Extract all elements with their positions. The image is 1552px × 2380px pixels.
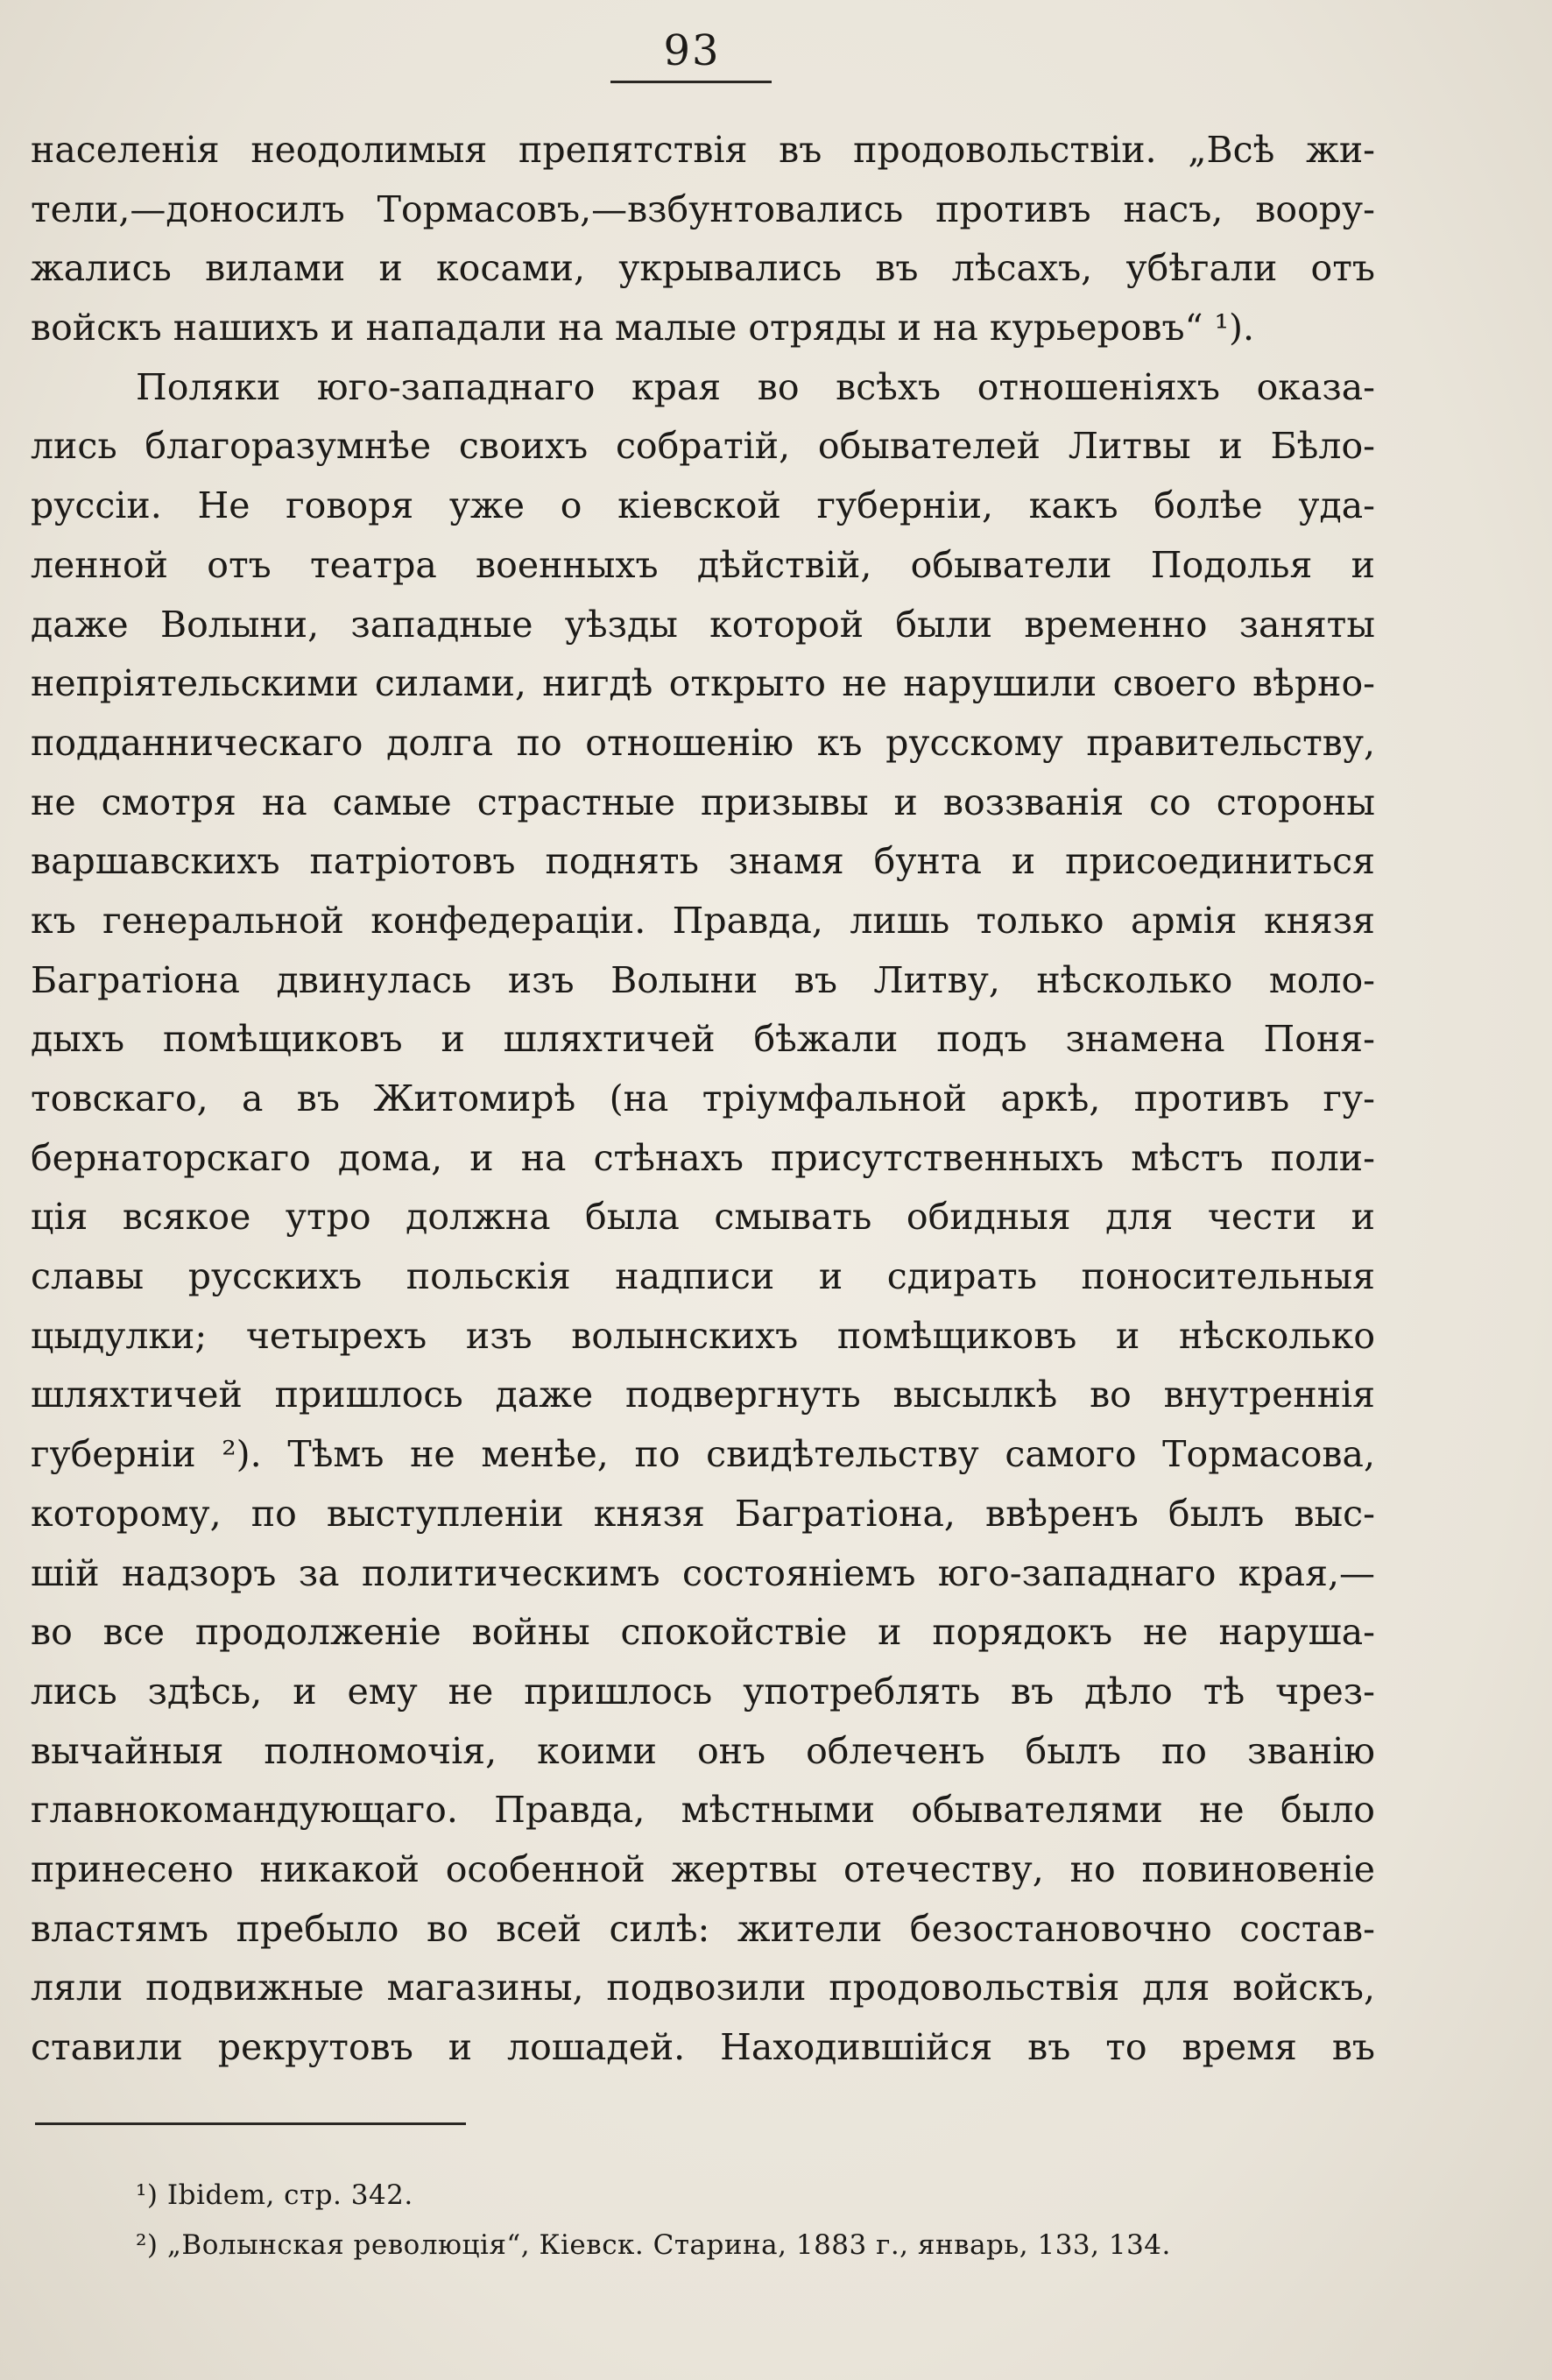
text-line: дыхъ помѣщиковъ и шляхтичей бѣжали подъ знамена Поня- — [31, 1018, 1375, 1061]
body-text — [31, 121, 1375, 2078]
text-line: славы русскихъ польскія надписи и сдирать поносительныя — [31, 1255, 1375, 1298]
text-line: лись благоразумнѣе своихъ собратій, обывателей Литвы и Бѣло- — [31, 425, 1375, 468]
text-line: жались вилами и косами, укрывались въ лѣсахъ, убѣгали отъ — [31, 247, 1375, 290]
text-line: непріятельскими силами, нигдѣ открыто не нарушили своего вѣрно- — [31, 662, 1375, 705]
text-line: принесено никакой особенной жертвы отечеству, но повиновеніе — [31, 1847, 1375, 1890]
text-line: цыдулки; четырехъ изъ волынскихъ помѣщиковъ и нѣсколько — [31, 1314, 1375, 1357]
text-line: тели,—доносилъ Тормасовъ,—взбунтовались противъ насъ, воору- — [31, 187, 1375, 230]
text-line: Багратіона двинулась изъ Волыни въ Литву, нѣсколько моло- — [31, 958, 1375, 1001]
text-line: руссіи. Не говоря уже о кіевской губерніи, какъ болѣе уда- — [31, 484, 1375, 527]
text-line: вычайныя полномочія, коими онъ облеченъ былъ по званію — [31, 1729, 1375, 1772]
text-line: ленной отъ театра военныхъ дѣйствій, обыватели Подолья и — [31, 543, 1375, 586]
text-line: ляли подвижные магазины, подвозили продовольствія для войскъ, — [31, 1967, 1375, 2009]
page-number-underline — [610, 81, 772, 83]
text-line: къ генеральной конфедераціи. Правда, лишь только армія князя — [31, 899, 1375, 942]
text-line: войскъ нашихъ и нападали на малые отряды и на курьеровъ“ ¹). — [31, 307, 1255, 350]
text-line: губерніи ²). Тѣмъ не менѣе, по свидѣтельству самого Тормасова, — [31, 1433, 1375, 1476]
text-line: не смотря на самые страстные призывы и воззванія со стороны — [31, 780, 1375, 823]
text-line: Поляки юго-западнаго края во всѣхъ отношеніяхъ оказа- — [136, 365, 1375, 408]
text-line: даже Волыни, западные уѣзды которой были временно заняты — [31, 603, 1375, 646]
text-line: ція всякое утро должна была смывать обидныя для чести и — [31, 1196, 1375, 1239]
text-line: шій надзоръ за политическимъ состояніемъ юго-западнаго края,— — [31, 1551, 1375, 1594]
footnote-separator — [35, 2122, 466, 2125]
text-line: главнокомандующаго. Правда, мѣстными обывателями не было — [31, 1789, 1375, 1832]
text-line: лись здѣсь, и ему не пришлось употреблять въ дѣло тѣ чрез- — [31, 1670, 1375, 1713]
text-line: которому, по выступленіи князя Багратіона, ввѣренъ былъ выс- — [31, 1492, 1375, 1535]
footnotes — [136, 2171, 1379, 2271]
text-line: подданническаго долга по отношенію къ русскому правительству, — [31, 721, 1375, 764]
page-number: 93 — [663, 26, 721, 75]
text-line: во все продолженіе войны спокойствіе и порядокъ не наруша- — [31, 1611, 1375, 1654]
text-line: шляхтичей пришлось даже подвергнуть высылкѣ во внутреннія — [31, 1374, 1375, 1416]
text-line: населенія неодолимыя препятствія въ продовольствіи. „Всѣ жи- — [31, 129, 1375, 171]
footnote-2: ²) „Волынская революція“, Кіевск. Старина, 1883 г., январь, 133, 134. — [136, 2229, 1171, 2261]
text-line: властямъ пребыло во всей силѣ: жители безостановочно состав- — [31, 1907, 1375, 1950]
text-line: бернаторскаго дома, и на стѣнахъ присутственныхъ мѣстъ поли- — [31, 1136, 1375, 1179]
text-line: товскаго, а въ Житомирѣ (на тріумфальной аркѣ, противъ гу- — [31, 1077, 1375, 1119]
text-line: ставили рекрутовъ и лошадей. Находившійся въ то время въ — [31, 2026, 1375, 2068]
text-line: варшавскихъ патріотовъ поднять знамя бунта и присоединиться — [31, 840, 1375, 883]
footnote-1: ¹) Ibidem, стр. 342. — [136, 2179, 413, 2211]
